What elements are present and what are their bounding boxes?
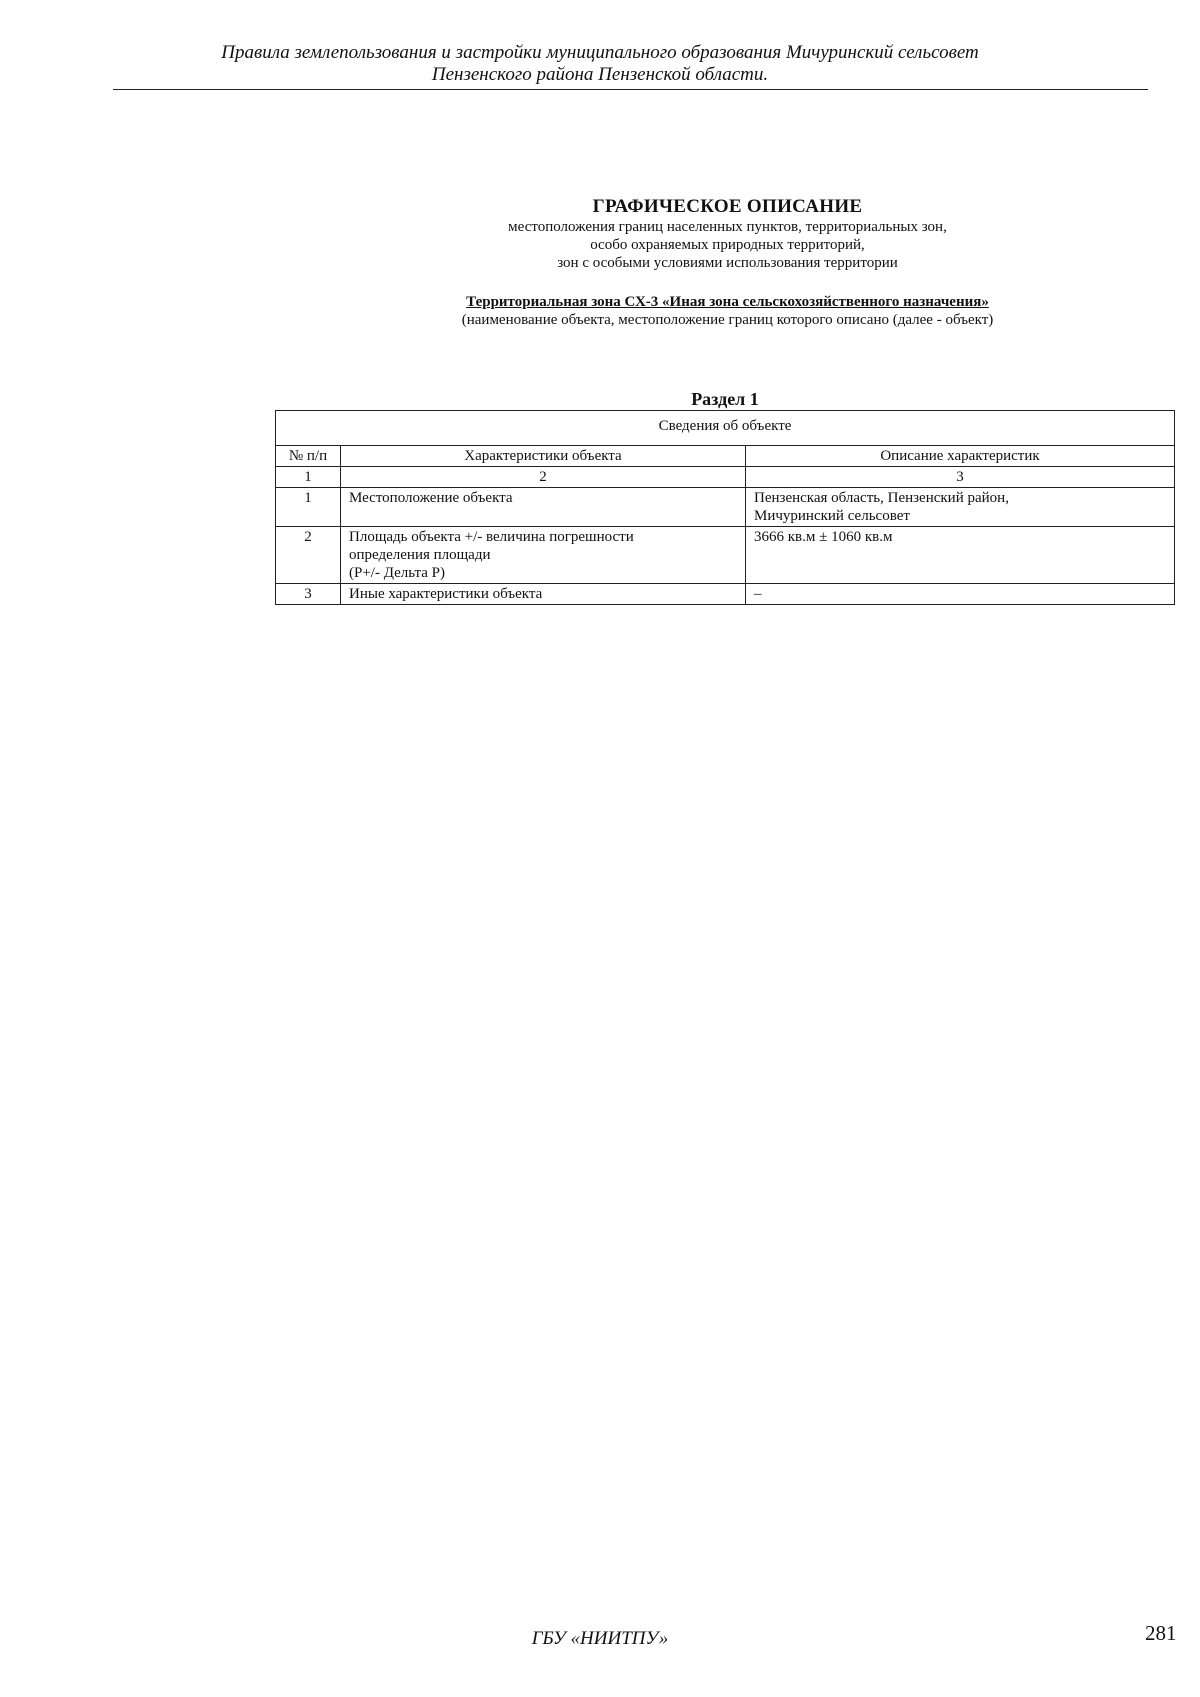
row-description-line: – (754, 586, 762, 602)
row-characteristic (341, 488, 746, 527)
footer-organization: ГБУ «НИИТПУ» (531, 1628, 669, 1649)
column-number-3: 3 (746, 467, 1175, 488)
row-characteristic-line: Площадь объекта +/- величина погрешности (349, 529, 634, 545)
row-characteristic-line: Местоположение объекта (349, 490, 513, 506)
section-title: Раздел 1 (691, 389, 759, 409)
column-header-number: № п/п (276, 446, 341, 467)
row-description (746, 488, 1175, 527)
document-subtitle (400, 218, 1055, 272)
table-row (276, 584, 1175, 605)
row-number: 3 (276, 584, 341, 605)
header-divider (113, 89, 1148, 90)
row-number: 1 (276, 488, 341, 527)
document-subtitle-line-3: зон с особыми условиями использования территории (557, 255, 898, 271)
column-header-description: Описание характеристик (746, 446, 1175, 467)
table-caption: Сведения об объекте (276, 411, 1175, 446)
document-subtitle-line-2: особо охраняемых природных территорий, (590, 237, 865, 253)
column-number-1: 1 (276, 467, 341, 488)
row-number: 2 (276, 527, 341, 584)
page-number: 281 (1145, 1621, 1177, 1645)
title-block (400, 196, 1055, 329)
object-name: Территориальная зона СХ-3 «Иная зона сельскохозяйственного назначения» (466, 294, 989, 310)
running-header-line-2: Пензенского района Пензенской области. (431, 64, 769, 85)
table-header-row (276, 446, 1175, 467)
row-characteristic (341, 527, 746, 584)
row-characteristic-line: определения площади (349, 547, 491, 563)
object-info-table (275, 410, 1175, 605)
row-characteristic (341, 584, 746, 605)
object-name-caption: (наименование объекта, местоположение границ которого описано (далее - объект) (461, 312, 994, 328)
table-caption-row (276, 411, 1175, 446)
table-numbering-row (276, 467, 1175, 488)
row-characteristic-line: Иные характеристики объекта (349, 586, 543, 602)
row-description-line: Мичуринский сельсовет (754, 508, 910, 524)
table-row (276, 488, 1175, 527)
column-number-2: 2 (341, 467, 746, 488)
running-header-line-1: Правила землепользования и застройки муниципального образования Мичуринский сельсовет (221, 42, 979, 63)
row-description (746, 527, 1175, 584)
column-header-characteristic: Характеристики объекта (341, 446, 746, 467)
row-characteristic-line: (Р+/- Дельта Р) (349, 565, 446, 581)
document-subtitle-line-1: местоположения границ населенных пунктов, территориальных зон, (508, 219, 947, 235)
table-row (276, 527, 1175, 584)
running-header (0, 42, 1200, 86)
document-title: ГРАФИЧЕСКОЕ ОПИСАНИЕ (592, 196, 863, 217)
row-description-line: 3666 кв.м ± 1060 кв.м (754, 529, 893, 545)
row-description-line: Пензенская область, Пензенский район, (754, 490, 1009, 506)
row-description (746, 584, 1175, 605)
